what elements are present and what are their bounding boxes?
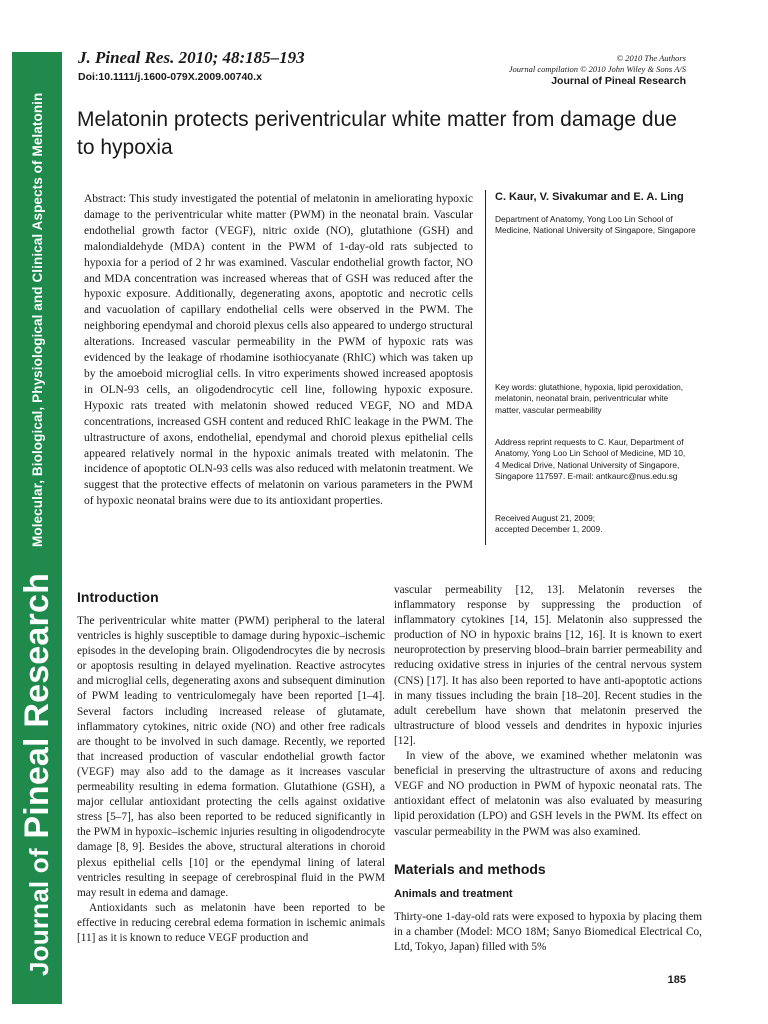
copyright-line: © 2010 The Authors [616, 53, 686, 63]
abstract: Abstract: This study investigated the potential of melatonin in ameliorating hypoxic damage to the periventricular white matter (PWM) in the neonatal brain. Vascular endothelial growth factor (VEGF), nitric oxide (NO), glutathione (GSH) and malondialdehyde (MDA) content in the PWM of 1-day-old rats subjected to hypoxia for a period of 2 hr was examined. Vascular endothelial growth factor, NO and MDA concentration was increased whereas that of GSH was reduced after the hypoxic exposure. Additionally, degenerating axons, apoptotic and necrotic cells and vacuolation of capillary endothelial cells were observed in the PWM. The neighboring ependymal and choroid plexus cells also appeared to undergo structural alterations. Increased vascular permeability in the PWM of hypoxic rats was evidenced by the leakage of rhodamine isothiocyanate (RhIC) which was taken up by the amoeboid microglial cells. In vitro experiments showed increased apoptosis in OLN-93 cells, an oligodendrocytic cell line, following hypoxic exposure. Hypoxic rats treated with melatonin showed reduced VEGF, NO and MDA concentrations, increased GSH content and reduced RhIC leakage in the PWM. The ultrastructure of axons, endothelial, ependymal and choroid plexus epithelial cells appeared relatively normal in the hypoxic animals treated with melatonin. The incidence of apoptotic OLN-93 cells was also reduced with melatonin treatment. We suggest that the protective effects of melatonin on various parameters in the PWM of hypoxic neonatal brains were due to its antioxidant properties. [84, 193, 473, 508]
introduction-heading: Introduction [77, 589, 159, 605]
copyright-block [509, 53, 686, 88]
right-column [394, 583, 702, 955]
sidebar-journal-name [18, 573, 57, 1004]
author-info-panel [485, 190, 701, 545]
doi[interactable]: Doi:10.1111/j.1600-079X.2009.00740.x [78, 71, 262, 83]
affiliation: Department of Anatomy, Yong Loo Lin School of Medicine, National University of Singapore, Singapore [495, 214, 696, 236]
journal-sidebar [12, 52, 62, 1004]
right-paragraph-2: In view of the above, we examined whether melatonin was beneficial in preserving the ultrastructure of axons and reducing VEGF and NO production in PWM of hypoxic neonatal rats. The antioxidant effect of melatonin was also evaluated by measuring lipid peroxidation (LPO) and GSH levels in the PWM. Its effect on vascular permeability in the PWM was also examined. [394, 750, 702, 838]
sidebar-journal-of: Journal of [23, 848, 54, 976]
right-paragraph-1: vascular permeability [12, 13]. Melatonin reverses the inflammatory response by suppressing the production of inflammatory cytokines [14, 15]. Melatonin also suppressed the production of NO in hypoxic brains [12, 16]. It is known to exert neuroprotection by preserving blood–brain barrier permeability and reducing oxidative stress in injuries of the central nervous system (CNS) [17]. It has also been reported to have anti-apoptotic actions in many tissues including the brain [18–20]. Recent studies in the adult cerebellum have shown that melatonin preserved the ultrastructure of blood vessels and dendrites in hypoxic injuries [12]. [394, 584, 702, 747]
page-number: 185 [667, 974, 686, 986]
left-column [77, 588, 385, 946]
keywords: Key words: glutathione, hypoxia, lipid peroxidation, melatonin, neonatal brain, periventricular white matter, vascular permeability [495, 382, 684, 415]
accepted-date: accepted December 1, 2009. [495, 524, 603, 535]
reprint-address: Address reprint requests to C. Kaur, Department of Anatomy, Yong Loo Lin School of Medicine, MD 10, 4 Medical Drive, National University of Singapore, Singapore 117597. E-mail: antkaurc@nus.edu.sg [495, 437, 686, 482]
received-dates [495, 513, 692, 536]
intro-paragraph-1: The periventricular white matter (PWM) peripheral to the lateral ventricles is highly susceptible to damage during hypoxic–ischemic episodes in the developing brain. Oligodendrocytes die by necrosis or apoptosis resulting in delayed myelination. Reactive astrocytes and microglial cells, degenerating axons and subsequent diminution of PWM leading to ventriculomegaly have been reported [1–4]. Several factors including increased release of glutamate, inflammatory cytokines, nitric oxide (NO) and other free radicals are thought to be involved in such damage. Recently, we reported that increased production of vascular endothelial growth factor (VEGF) may also add to the damage as it increases vascular permeability resulting in edema formation. Glutathione (GSH), a major cellular antioxidant protecting the cells against oxidative stress [5–7], has also been reported to be reduced significantly in the PWM in hypoxic–ischemic injuries resulting in oligodendrocyte damage [8, 9]. Besides the above, structural alterations in choroid plexus epithelial cells [10] or the ependymal lining of lateral ventricles resulting in seepage of cerebrospinal fluid in the PWM may result in edema and damage. [77, 615, 385, 899]
journal-name-header: Journal of Pineal Research [551, 75, 686, 87]
received-date: Received August 21, 2009; [495, 513, 596, 523]
methods-paragraph-1: Thirty-one 1-day-old rats were exposed to hypoxia by placing them in a chamber (Model: MCO 18M; Sanyo Biomedical Electrical Co, Ltd, Tokyo, Japan) filled with 5% [394, 910, 702, 953]
sidebar-text [12, 52, 62, 1004]
intro-paragraph-2: Antioxidants such as melatonin have been reported to be effective in reducing cerebral edema formation in ischemic animals [11] as it is known to reduce VEGF production and [77, 901, 385, 944]
journal-citation: J. Pineal Res. 2010; 48:185–193 [78, 48, 305, 67]
sidebar-subtitle: Molecular, Biological, Physiological and Clinical Aspects of Melatonin [29, 92, 45, 547]
sidebar-journal-title: Pineal Research [17, 572, 56, 839]
compilation-line: Journal compilation © 2010 John Wiley & Sons A/S [508, 64, 686, 74]
article-title: Melatonin protects periventricular white matter from damage due to hypoxia [77, 108, 677, 159]
author-names: C. Kaur, V. Sivakumar and E. A. Ling [495, 191, 684, 203]
animals-heading: Animals and treatment [394, 887, 513, 900]
methods-heading: Materials and methods [394, 860, 546, 877]
